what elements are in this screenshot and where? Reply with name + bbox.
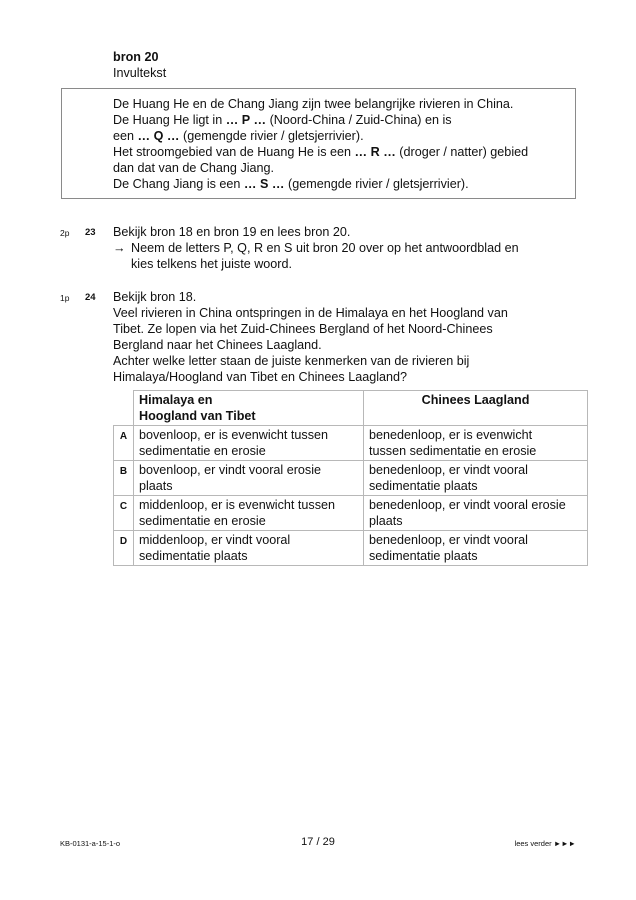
option-letter: C <box>114 496 134 531</box>
option-letter: A <box>114 426 134 461</box>
header-himalaya: Himalaya en Hoogland van Tibet <box>134 391 364 426</box>
table-row <box>114 531 588 566</box>
option-himalaya: middenloop, er is evenwicht tussen sedimentatie en erosie <box>134 496 364 531</box>
option-himalaya: bovenloop, er is evenwicht tussen sedimentatie en erosie <box>134 426 364 461</box>
option-letter: D <box>114 531 134 566</box>
fill-line-1: De Huang He en de Chang Jiang zijn twee belangrijke rivieren in China. <box>113 97 514 111</box>
answer-table <box>113 390 588 566</box>
option-himalaya: middenloop, er vindt vooral sedimentatie plaats <box>134 531 364 566</box>
gap-p: … P … <box>225 113 267 127</box>
page-number: 17 / 29 <box>301 836 335 848</box>
table-row <box>114 461 588 496</box>
fill-line-6: De Chang Jiang is een … S … (gemengde rivier / gletsjerrivier). <box>113 177 469 191</box>
option-laagland: benedenloop, er vindt vooral sedimentatie plaats <box>364 461 588 496</box>
fill-in-text <box>113 96 573 192</box>
gap-q: … Q … <box>137 129 180 143</box>
source-heading <box>113 49 166 81</box>
gap-s: … S … <box>243 177 285 191</box>
question-points: 1p <box>60 293 70 303</box>
option-laagland: benedenloop, er vindt vooral erosie plaats <box>364 496 588 531</box>
fill-in-text-box <box>61 88 576 199</box>
question-points: 2p <box>60 228 70 238</box>
table-header-row <box>114 391 588 426</box>
option-himalaya: bovenloop, er vindt vooral erosie plaats <box>134 461 364 496</box>
arrow-icon: → <box>113 241 126 255</box>
question-number: 24 <box>85 292 96 303</box>
question-text: Bekijk bron 18 en bron 19 en lees bron 20. → Neem de letters P, Q, R en S uit bron 20 over op het antwoordblad en kies telkens het juiste woord. <box>113 225 519 271</box>
continue-note: lees verder ►►► <box>514 839 576 848</box>
question-number: 23 <box>85 227 96 238</box>
fill-line-5: dan dat van de Chang Jiang. <box>113 161 275 175</box>
fill-line-4: Het stroomgebied van de Huang He is een … R … (droger / natter) gebied <box>113 145 529 159</box>
question-text: Bekijk bron 18. Veel rivieren in China ontspringen in de Himalaya en het Hoogland van Tibet. Ze lopen via het Zuid-Chinees Bergland of het Noord-Chinees Bergland naar het Chinees Laagland. Achter welke letter staan de juiste kenmerken van de rivieren bij Himalaya/Hoogland van Tibet en Chinees Laagland? <box>113 290 508 384</box>
fill-line-2: De Huang He ligt in … P … (Noord-China / Zuid-China) en is <box>113 113 452 127</box>
exam-code: KB-0131-a-15-1-o <box>60 839 121 848</box>
option-laagland: benedenloop, er vindt vooral sedimentatie plaats <box>364 531 588 566</box>
gap-r: … R … <box>354 145 396 159</box>
option-letter: B <box>114 461 134 496</box>
source-subtitle: Invultekst <box>113 66 167 80</box>
table-row <box>114 496 588 531</box>
header-laagland: Chinees Laagland <box>364 391 588 426</box>
option-laagland: benedenloop, er is evenwicht tussen sedimentatie en erosie <box>364 426 588 461</box>
fill-line-3: een … Q … (gemengde rivier / gletsjerrivier). <box>113 129 364 143</box>
table-row <box>114 426 588 461</box>
source-label: bron 20 <box>113 50 159 64</box>
